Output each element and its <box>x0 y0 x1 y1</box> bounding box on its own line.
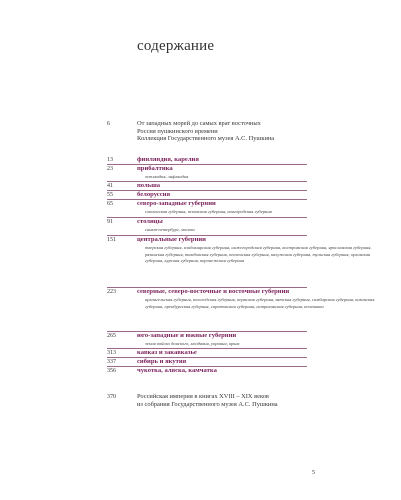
intro-line-3: Коллекция Государственного музея А.С. Пушкина <box>137 135 275 143</box>
toc-section-subtitle: земля войска донского, молдавия, украина, крым <box>145 341 240 346</box>
toc-entry <box>107 358 377 366</box>
toc-page-number: 313 <box>107 350 116 356</box>
toc-page-number: 13 <box>107 157 113 163</box>
toc-section-title: прибалтика <box>137 165 173 172</box>
intro-line-1: От западных морей до самых врат восточных <box>137 120 261 127</box>
toc-section-subtitle: смоленская губерния, псковская губерния, новгородская губерния <box>145 209 272 214</box>
toc-page-number: 337 <box>107 359 116 365</box>
toc-section-title: белоруссия <box>137 191 171 198</box>
closing-line-1: Российская империя в книгах XVIII – XIX веков <box>137 393 269 400</box>
closing-line-2: из собрания Государственного музея А.С. Пушкина <box>137 400 278 408</box>
toc-section-title: финляндия, карелия <box>137 156 199 163</box>
toc-section-title: северо-западные губернии <box>137 200 216 207</box>
toc-section-title: столицы <box>137 218 163 225</box>
toc-section-title: юго-западные и южные губернии <box>137 332 237 339</box>
toc-section-subtitle: эстляндия, лифляндия <box>145 174 189 179</box>
toc-section-title: сибирь и якутия <box>137 358 187 365</box>
toc-entry <box>107 288 377 310</box>
toc-entry <box>107 156 377 164</box>
page-title: содержание <box>137 38 215 54</box>
toc-entry <box>107 332 377 348</box>
toc-page-number: 41 <box>107 183 113 189</box>
toc-entry <box>107 191 377 199</box>
toc-page-number: 23 <box>107 166 113 172</box>
toc-entry <box>107 349 377 357</box>
toc-entry <box>107 165 377 181</box>
toc-page-number: 151 <box>107 237 116 243</box>
toc-section-title: центральные губернии <box>137 236 206 243</box>
toc-section-title: польша <box>137 182 161 189</box>
toc-page-number: 223 <box>107 289 116 295</box>
toc-entry <box>107 367 377 375</box>
toc-section-title: северные, северо-восточные и восточные губернии <box>137 288 290 295</box>
toc-entry <box>107 182 377 190</box>
toc-page-number: 265 <box>107 333 116 339</box>
toc-page-number: 370 <box>107 394 116 400</box>
toc-entry <box>107 236 377 265</box>
toc-section-subtitle: архангельская губерния, вологодская губерния, пермская губерния, вятская губерния, симбирская губерния, казанская губерния, оренбургская губерния, саратовская губерния, астраханская губерния, кочевники <box>145 297 375 309</box>
toc-section-title: чукотка, аляска, камчатка <box>137 367 217 374</box>
toc-section-subtitle: тверская губерния, владимирская губерния, нижегородская губерния, костромская губерния, ярославская губерния, рязанская губерния, тамбовская губерния, пензенская губерния, калужская губерния, тульская губерния, орловская губерния, курская губерния, воронежская губерния <box>145 245 372 264</box>
toc-section-title: кавказ и закавказье <box>137 349 197 356</box>
toc-page-number: 356 <box>107 368 116 374</box>
intro-line-2: Россия пушкинского времени <box>137 127 218 135</box>
toc-page-number: 91 <box>107 219 113 225</box>
toc-page-number: 55 <box>107 192 113 198</box>
toc-entry <box>107 218 377 234</box>
toc-intro-entry <box>107 120 377 143</box>
toc-closing-entry <box>107 393 377 408</box>
toc-entry <box>107 200 377 216</box>
toc-page-number: 65 <box>107 201 113 207</box>
toc-page-number: 6 <box>107 121 110 127</box>
page-number: 5 <box>312 470 315 476</box>
toc-section-subtitle: санкт-петербург, москва <box>145 227 195 232</box>
